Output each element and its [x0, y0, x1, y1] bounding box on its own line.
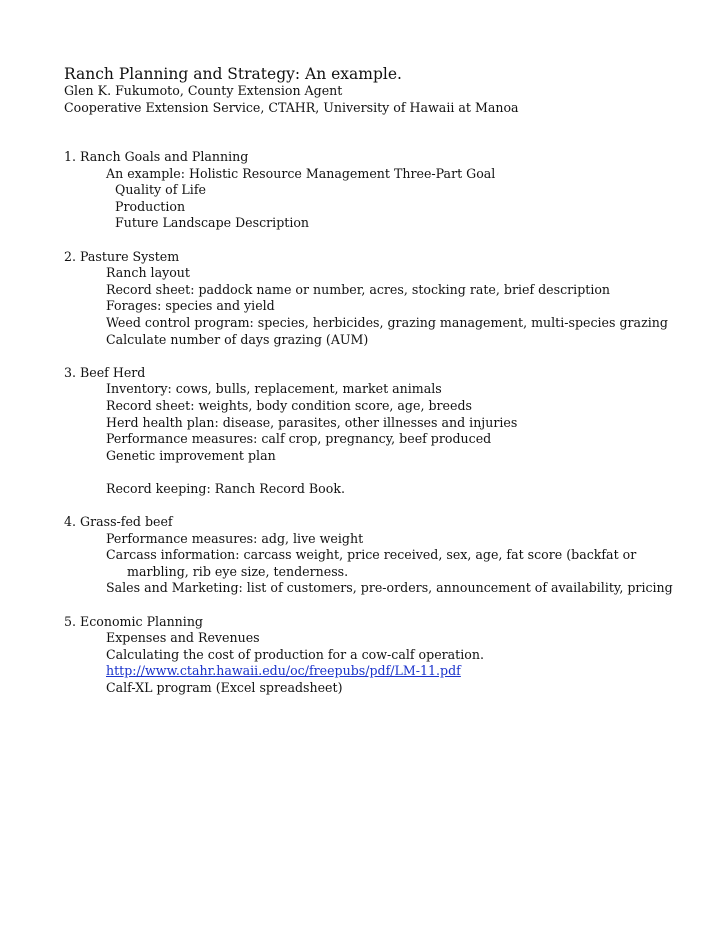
section-5-line: Expenses and Revenues: [106, 630, 260, 646]
section-5-link-line: [64, 663, 704, 680]
section-3-line: Performance measures: calf crop, pregnancy, beef produced: [106, 431, 492, 447]
section-2-heading: 2. Pasture System: [64, 248, 180, 264]
author-line: Glen K. Fukumoto, County Extension Agent: [64, 83, 343, 98]
section-1-line: An example: Holistic Resource Management Three-Part Goal: [106, 165, 496, 181]
section-5-line: Calculating the cost of production for a cow-calf operation.: [106, 646, 484, 662]
section-2-line: Record sheet: paddock name or number, acres, stocking rate, brief description: [106, 281, 611, 297]
section-3-line: Genetic improvement plan: [106, 447, 276, 463]
affiliation-line: Cooperative Extension Service, CTAHR, University of Hawaii at Manoa: [64, 100, 519, 115]
section-4-line: Sales and Marketing: list of customers, pre-orders, announcement of availability, pricing: [106, 580, 673, 596]
section-3-line: Herd health plan: disease, parasites, other illnesses and injuries: [106, 414, 518, 430]
section-2-line: Calculate number of days grazing (AUM): [106, 331, 369, 347]
section-2-line: Weed control program: species, herbicides, grazing management, multi-species grazing: [106, 314, 668, 330]
section-1-subitem: Future Landscape Description: [115, 215, 310, 231]
section-2-line: Ranch layout: [106, 265, 190, 281]
section-4-line: Performance measures: adg, live weight: [106, 530, 364, 546]
section-4-line-continued: marbling, rib eye size, tenderness.: [127, 563, 349, 579]
section-1-subitem: Production: [115, 198, 186, 214]
cost-of-production-link[interactable]: http://www.ctahr.hawaii.edu/oc/freepubs/pdf/LM-11.pdf: [106, 663, 461, 679]
section-1-heading: 1. Ranch Goals and Planning: [64, 149, 249, 164]
section-3-line: Inventory: cows, bulls, replacement, market animals: [106, 381, 442, 397]
section-5-line: Calf-XL program (Excel spreadsheet): [106, 680, 343, 695]
section-4-heading: 4. Grass-fed beef: [64, 514, 173, 530]
document-title: Ranch Planning and Strategy: An example.: [64, 65, 402, 83]
section-4-line: Carcass information: carcass weight, price received, sex, age, fat score (backfat or: [106, 547, 637, 563]
section-5-heading: 5. Economic Planning: [64, 613, 203, 629]
section-3-line: Record keeping: Ranch Record Book.: [106, 480, 345, 496]
document-body: [64, 149, 704, 697]
section-3-line: Record sheet: weights, body condition score, age, breeds: [106, 397, 472, 413]
section-3-heading: 3. Beef Herd: [64, 364, 146, 380]
section-2-line: Forages: species and yield: [106, 298, 275, 314]
section-1-subitem: Quality of Life: [115, 182, 206, 198]
